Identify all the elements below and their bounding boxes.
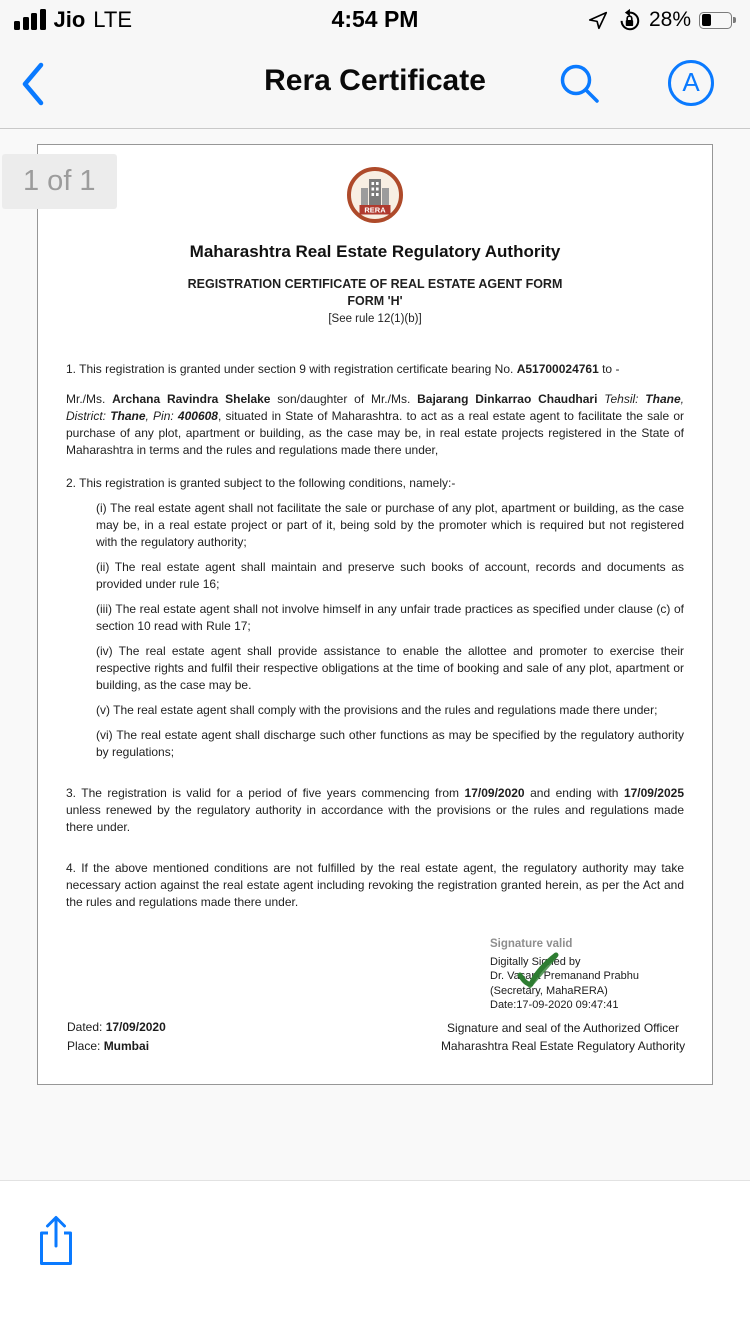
rera-logo-icon — [346, 166, 404, 224]
text-appearance-button[interactable] — [668, 60, 714, 106]
location-arrow-icon — [587, 9, 609, 31]
text-segment: to - — [598, 362, 620, 376]
form-name: FORM 'H' — [347, 294, 403, 308]
certificate-number: A51700024761 — [516, 362, 599, 376]
share-icon — [34, 1256, 78, 1273]
back-chevron-icon — [20, 93, 46, 110]
page-title: Rera Certificate — [264, 64, 486, 97]
place-label: Place: — [67, 1039, 104, 1053]
registration-paragraph — [66, 361, 684, 378]
text-segment: 1. This registration is granted under section 9 with registration certificate bearing No. — [66, 362, 517, 376]
dated-place-block — [67, 1018, 166, 1056]
text-segment: 3. The registration is valid for a period of five years commencing from — [66, 786, 465, 800]
document-page — [37, 144, 713, 1085]
text-segment: unless renewed by the regulatory authority in accordance with the provisions or the rules and regulations made there under. — [66, 803, 684, 834]
search-icon — [556, 93, 602, 110]
signer-designation: (Secretary, MahaRERA) — [490, 984, 608, 997]
carrier-label: Jio — [53, 7, 86, 32]
letter-a-icon: A — [682, 67, 700, 97]
dated-value: 17/09/2020 — [105, 1020, 166, 1034]
condition-item: (vi) The real estate agent shall discharge such other functions as may be specified by the regulatory authority by regulations; — [96, 728, 684, 759]
dated-line — [67, 1018, 166, 1037]
signature-date: Date:17-09-2020 09:47:41 — [490, 999, 619, 1011]
condition-item: (ii) The real estate agent shall maintain and preserve such books of account, records and documents as provided under rule 16; — [96, 560, 684, 591]
clock-label: 4:54 PM — [331, 6, 419, 32]
condition-item: (iii) The real estate agent shall not involve himself in any unfair trade practices as specified under clause (c) of section 10 read with Rule 17; — [96, 602, 684, 633]
page-indicator-badge: 1 of 1 — [2, 154, 117, 209]
text-segment: Mr./Ms. — [66, 392, 113, 406]
authorized-officer-block — [413, 1019, 713, 1055]
revocation-paragraph: 4. If the above mentioned conditions are not fulfilled by the real estate agent, the regulatory authority may take necessary action against the real estate agent including revoking the registration granted herein, as per the Act and the rules and regulations made there under. — [66, 861, 684, 909]
valid-to-date: 17/09/2025 — [623, 786, 684, 800]
pdf-viewer[interactable] — [0, 129, 750, 1181]
signature-valid-label: Signature valid — [490, 938, 573, 950]
orientation-lock-icon — [617, 8, 641, 32]
certificate-title: REGISTRATION CERTIFICATE OF REAL ESTATE AGENT FORM — [187, 277, 563, 291]
valid-from-date: 17/09/2020 — [464, 786, 525, 800]
signature-line: Digitally Signed by — [490, 955, 581, 968]
rera-logo-text: RERA — [364, 205, 386, 215]
place-line — [67, 1037, 166, 1056]
back-button[interactable] — [20, 62, 48, 106]
condition-item: (iv) The real estate agent shall provide assistance to enable the allottee and promoter to exercise their respective rights and fulfil their respective obligations at the time of booking and sale of any plot, apartment or building, as the case may be. — [96, 644, 684, 692]
text-segment: , Pin: — [145, 409, 178, 423]
officer-line: Signature and seal of the Authorized Officer — [447, 1021, 679, 1035]
nav-bar — [0, 40, 750, 129]
agent-name: Archana Ravindra Shelake — [112, 392, 271, 406]
status-right-group — [587, 8, 736, 32]
status-bar — [0, 0, 750, 40]
cellular-signal-icon — [14, 8, 46, 32]
certificate-body — [38, 145, 712, 911]
pin-value: 400608 — [177, 409, 218, 423]
share-button[interactable] — [34, 1213, 78, 1269]
place-value: Mumbai — [103, 1039, 150, 1053]
parent-name: Bajarang Dinkarrao Chaudhari — [417, 392, 598, 406]
digital-signature-block — [490, 937, 705, 1013]
battery-nub — [733, 17, 736, 23]
tehsil-value: Thane — [645, 392, 681, 406]
conditions-intro: 2. This registration is granted subject to the following conditions, namely:- — [66, 476, 456, 490]
network-type-label: LTE — [93, 7, 133, 32]
condition-item: (v) The real estate agent shall comply with the provisions and the rules and regulations made there under; — [96, 703, 658, 717]
battery-icon — [699, 12, 736, 29]
status-left-group — [14, 7, 132, 33]
text-segment: , situated in State of Maharashtra. to act as a real estate agent to facilitate the sale or purchase of any plot, apartment or building, as the case may be, in real estate projects registered in the State of Maharashtra in terms and the rules and regulations made there under, — [66, 409, 684, 457]
battery-fill — [702, 14, 711, 26]
authority-line: Maharashtra Real Estate Regulatory Authority — [440, 1039, 686, 1053]
text-segment: and ending with — [524, 786, 624, 800]
authority-name: Maharashtra Real Estate Regulatory Authority — [189, 242, 561, 261]
bottom-toolbar — [0, 1181, 750, 1334]
text-segment: , District: — [66, 392, 684, 423]
district-value: Thane — [110, 409, 146, 423]
rule-reference: [See rule 12(1)(b)] — [328, 313, 422, 325]
agent-details-paragraph — [66, 391, 684, 459]
validity-paragraph — [66, 785, 684, 836]
battery-percent-label: 28% — [648, 8, 691, 31]
signature-checkmark-icon — [516, 951, 560, 995]
condition-item: (i) The real estate agent shall not facilitate the sale or purchase of any plot, apartment or building, as the case may be, in a real estate project or part of it, being sold by the promoter which is required but not registered with the regulatory authority; — [96, 501, 684, 549]
text-segment: Tehsil: — [597, 392, 646, 406]
text-segment: son/daughter of Mr./Ms. — [270, 392, 418, 406]
search-button[interactable] — [556, 60, 602, 106]
signer-name: Dr. Vasant Premanand Prabhu — [490, 970, 639, 982]
dated-label: Dated: — [67, 1020, 106, 1034]
